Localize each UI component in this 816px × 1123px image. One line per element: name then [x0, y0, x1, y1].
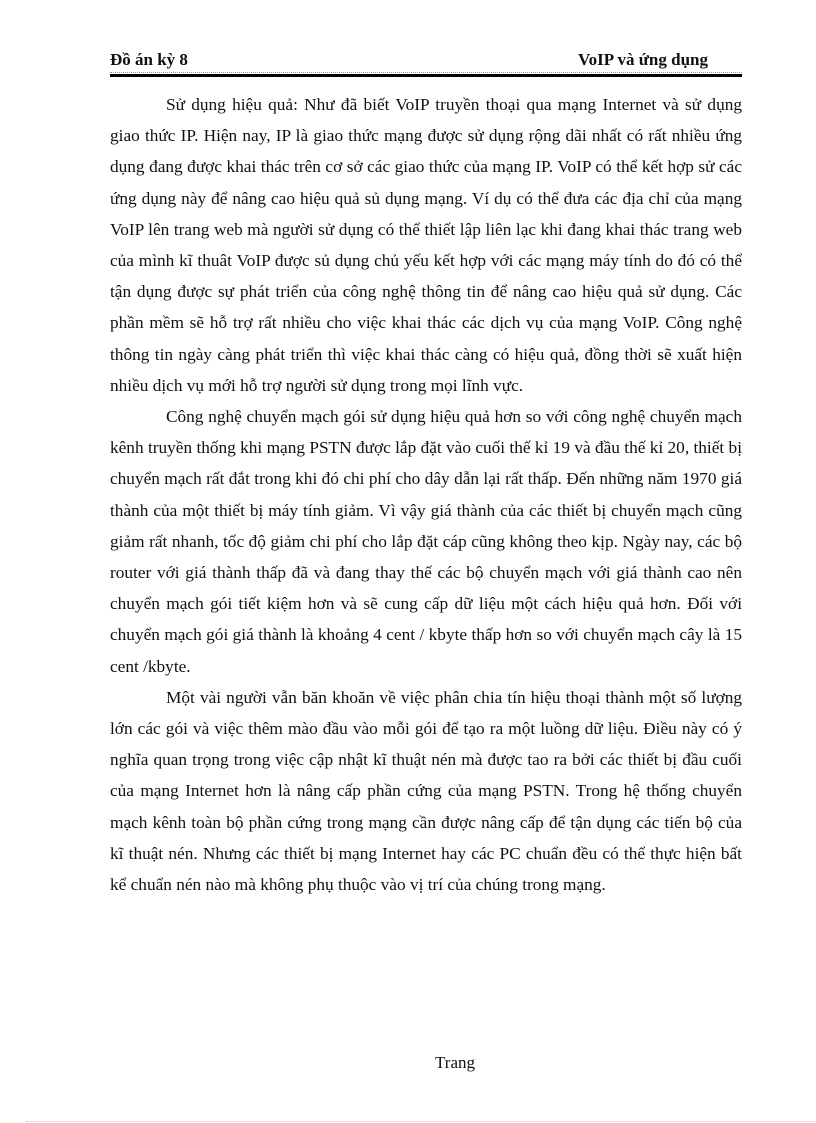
paragraph-packet-switching: Công nghệ chuyển mạch gói sử dụng hiệu quả hơn so với công nghệ chuyển mạch kênh truyền thống khi mạng PSTN được lắp đặt vào cuối thế kỉ 19 và đầu thế kỉ 20, thiết bị chuyển mạch rất đắt trong khi đó chi phí cho dây dẫn lại rất thấp. Đến những năm 1970 giá thành của một thiết bị máy tính giảm. Vì vậy giá thành của các thiết bị chuyển mạch cũng giảm rất nhanh, tốc độ giảm chi phí cho lắp đặt cáp cũng không theo kịp. Ngày nay, các bộ router với giá thành thấp đã và đang thay thế các bộ chuyển mạch với giá thành cao nên chuyển mạch gói tiết kiệm hơn và sẽ cung cấp dữ liệu một cách hiệu quả hơn. Đối với chuyển mạch gói giá thành là khoảng 4 cent / kbyte thấp hơn so với chuyển mạch cây là 15 cent /kbyte. [110, 407, 742, 676]
header-project-title: Đồ án kỳ 8 [110, 50, 188, 69]
page-header [110, 46, 740, 70]
paragraph-compression: Một vài người vẫn băn khoăn về việc phân chia tín hiệu thoại thành một số lượng lớn các gói và việc thêm mào đầu vào mỗi gói để tạo ra một luồng dữ liệu. Điều này có ý nghĩa quan trọng trong việc cập nhật kĩ thuật nén mà được tao ra bởi các thiết bị đầu cuối của mạng Internet hơn là nâng cấp phần cứng của mạng PSTN. Trong hệ thống chuyển mạch kênh toàn bộ phần cứng trong mạng cần được nâng cấp để tận dụng các tiến bộ của kĩ thuật nén. Nhưng các thiết bị mạng Internet hay các PC chuẩn đều có thể thực hiện bất kể chuẩn nén nào mà không phụ thuộc vào vị trí của chúng trong mạng. [110, 687, 742, 895]
header-topic-title: VoIP và ứng dụng [577, 50, 708, 69]
paragraph-efficiency: Sử dụng hiệu quả: Như đã biết VoIP truyền thoại qua mạng Internet và sử dụng giao thức IP. Hiện nay, IP là giao thức mạng được sử dụng rộng dãi nhất có rất nhiều ứng dụng đang được khai thác trên cơ sở các giao thức của mạng IP. VoIP có thể kết hợp sử các ứng dụng này để nâng cao hiệu quả sủ dụng mạng. Ví dụ có thể đưa các địa chỉ của mạng VoIP lên trang web mà người sử dụng có thể thiết lập liên lạc khi đang khai thác trang web của mình kĩ thuât VoIP được sủ dụng chủ yếu kết hợp với các mạng máy tính do đó có thể tận dụng được sự phát triển của công nghệ thông tin để nâng cao hiệu quả sử dụng. Các phần mềm sẽ hỗ trợ rất nhiều cho việc khai thác các dịch vụ của mạng VoIP. Công nghệ thông tin ngày càng phát triển thì việc khai thác càng có hiệu quả, đồng thời sẽ xuất hiện nhiều dịch vụ mới hỗ trợ người sử dụng trong mọi lĩnh vực. [110, 95, 742, 395]
page-boundary-dotted-line [26, 1121, 816, 1122]
page-number-label: Trang [435, 1053, 475, 1072]
document-body [110, 89, 742, 900]
header-divider [110, 74, 742, 77]
page-footer [0, 1053, 816, 1073]
